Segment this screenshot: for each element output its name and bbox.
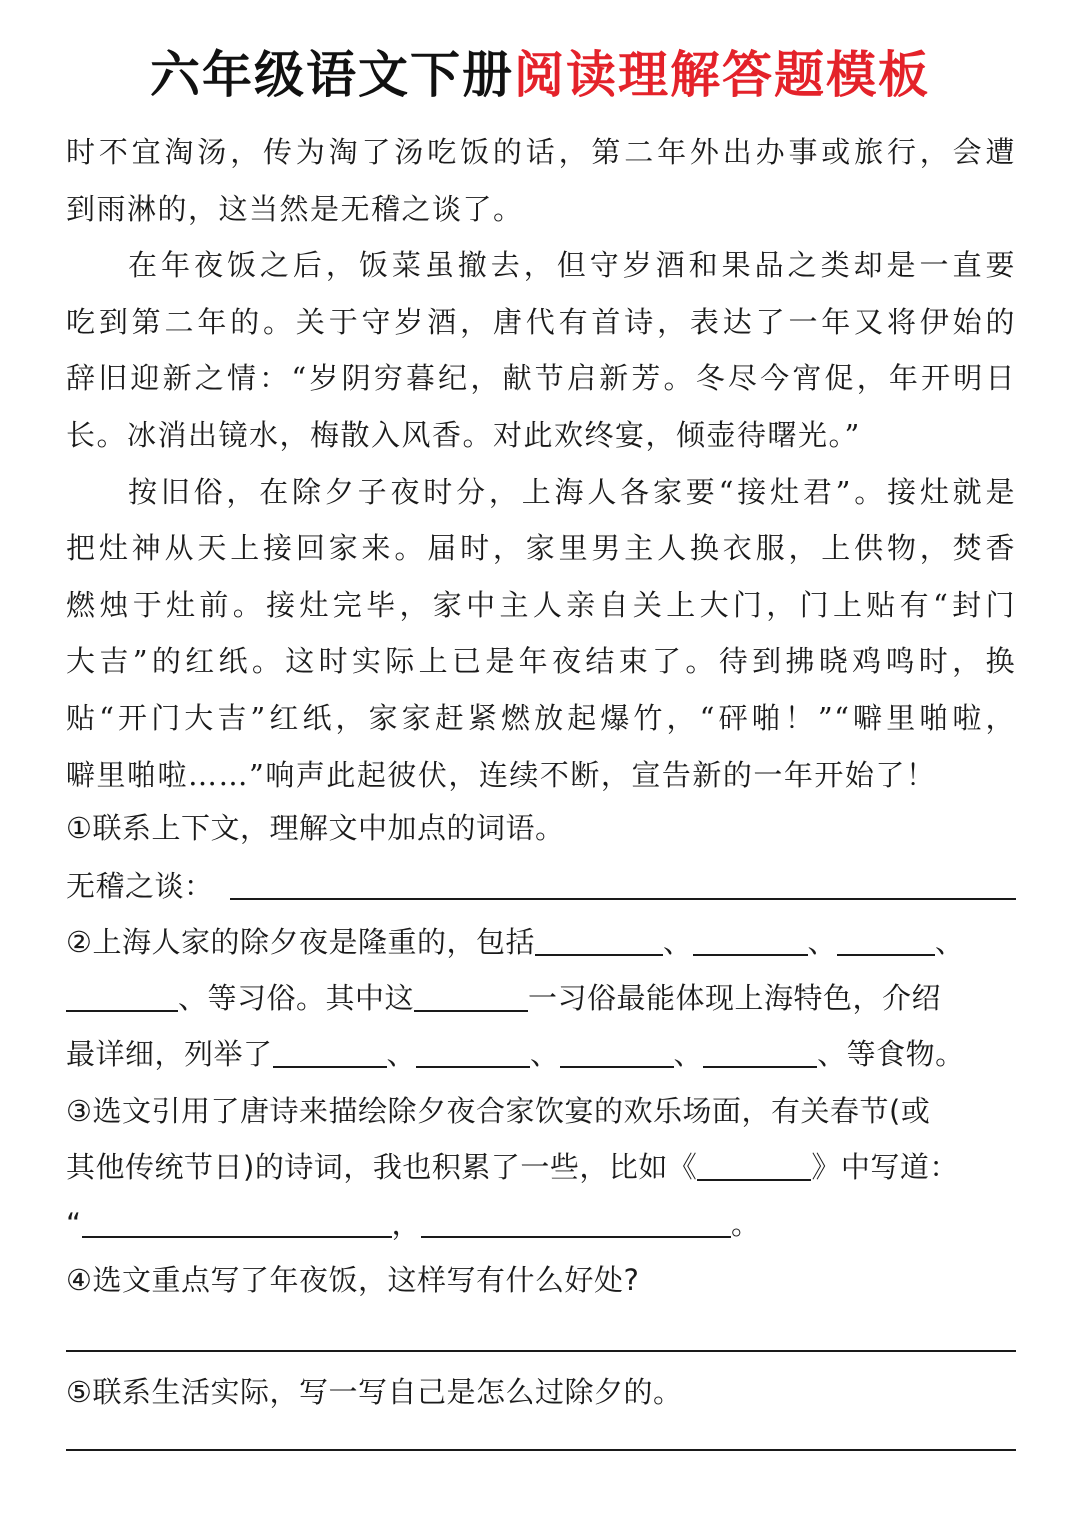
- question-3-blank-verse-2[interactable]: [421, 1204, 731, 1238]
- question-4-answer-line[interactable]: [66, 1350, 1016, 1352]
- question-3-text-c: 》中写道：: [811, 1150, 959, 1184]
- title-grade: 六年级语文下册: [150, 46, 514, 104]
- question-3-open-quote: “: [66, 1207, 82, 1241]
- passage-line: 燃烛于灶前。接灶完毕，家中主人亲自关上大门，门上贴有“封门: [66, 587, 1016, 622]
- question-2-text-a: ②上海人家的除夕夜是隆重的，包括: [66, 925, 535, 959]
- question-4: [66, 1252, 1016, 1308]
- question-2-blank-featured-custom[interactable]: [414, 978, 528, 1012]
- question-4-text: ④选文重点写了年夜饭，这样写有什么好处?: [66, 1263, 640, 1297]
- question-3-line-3: [66, 1196, 1016, 1252]
- question-5-text: ⑤联系生活实际，写一写自己是怎么过除夕的。: [66, 1375, 683, 1409]
- question-3-blank-poem-title[interactable]: [697, 1147, 811, 1181]
- passage-line: 在年夜饭之后，饭菜虽撤去，但守岁酒和果品之类却是一直要: [128, 248, 1016, 283]
- question-2-text-b: 、等习俗。其中这: [178, 981, 415, 1015]
- passage-line: 贴“开门大吉”红纸，家家赶紧燃放起爆竹，“砰啪！”“噼里啪啦，: [66, 700, 1016, 735]
- question-3-text-a: ③选文引用了唐诗来描绘除夕夜合家饮宴的欢乐场面，有关春节(或: [66, 1094, 931, 1128]
- passage-line: 把灶神从天上接回家来。届时，家里男主人换衣服，上供物，焚香: [66, 531, 1016, 566]
- question-2-separator: 、: [663, 925, 693, 959]
- question-2-blank-food-4[interactable]: [703, 1034, 817, 1068]
- question-2-separator: 、: [807, 925, 838, 959]
- question-1-term-label: 无稽之谈：: [66, 869, 214, 903]
- question-2-separator: 、: [935, 925, 965, 959]
- question-2-blank-food-1[interactable]: [273, 1034, 387, 1068]
- question-2-blank-custom-3[interactable]: [837, 922, 935, 956]
- page-title: [0, 42, 1080, 108]
- passage-line: 噼里啪啦……”响声此起彼伏，连续不断，宣告新的一年开始了！: [66, 757, 937, 792]
- question-2-separator: 、: [530, 1037, 560, 1071]
- passage-line: 吃到第二年的。关于守岁酒，唐代有首诗，表达了一年又将伊始的: [66, 304, 1016, 339]
- question-2-line-2: [66, 970, 1016, 1026]
- passage-line: 辞旧迎新之情：“岁阴穷暮纪，献节启新芳。冬尽今宵促，年开明日: [66, 361, 1016, 396]
- question-3-text-b: 其他传统节日)的诗词，我也积累了一些，比如《: [66, 1150, 698, 1184]
- question-1: [66, 800, 1016, 856]
- question-3-line-2: [66, 1139, 1016, 1195]
- question-3-line-1: [66, 1083, 1016, 1139]
- question-1-answer-blank[interactable]: [230, 898, 1016, 900]
- passage-line: 到雨淋的，这当然是无稽之谈了。: [66, 191, 524, 226]
- question-2-line-3: [66, 1026, 1016, 1082]
- question-2-text-c: 一习俗最能体现上海特色，介绍: [528, 981, 942, 1015]
- question-3-blank-verse-1[interactable]: [82, 1204, 392, 1238]
- question-2-separator: 、: [673, 1037, 704, 1071]
- question-2-blank-food-3[interactable]: [560, 1034, 674, 1068]
- question-2-blank-food-2[interactable]: [416, 1034, 530, 1068]
- question-2-separator: 、: [386, 1037, 417, 1071]
- question-1-answer-row: [66, 858, 1016, 914]
- reading-passage: [66, 124, 1016, 803]
- passage-line: 按旧俗，在除夕子夜时分，上海人各家要“接灶君”。接灶就是: [128, 474, 1016, 509]
- question-3-end: 。: [731, 1207, 761, 1241]
- question-2-text-d: 最详细，列举了: [66, 1037, 273, 1071]
- question-2-blank-custom-4[interactable]: [66, 978, 178, 1012]
- question-1-text: ①联系上下文，理解文中加点的词语。: [66, 811, 565, 845]
- title-topic: 阅读理解答题模板: [514, 46, 930, 104]
- question-5: [66, 1364, 1016, 1420]
- question-2-line-1: [66, 914, 1016, 970]
- question-2-text-e: 、等食物。: [817, 1037, 965, 1071]
- passage-line: 大吉”的红纸。这时实际上已是年夜结束了。待到拂晓鸡鸣时，换: [66, 644, 1016, 679]
- question-5-answer-line[interactable]: [66, 1449, 1016, 1451]
- passage-line: 长。冰消出镜水，梅散入风香。对此欢终宴，倾壶待曙光。”: [66, 417, 861, 452]
- question-2-blank-custom-1[interactable]: [535, 922, 663, 956]
- question-2-blank-custom-2[interactable]: [693, 922, 808, 956]
- question-3-comma: ，: [391, 1207, 422, 1241]
- passage-line: 时不宜淘汤，传为淘了汤吃饭的话，第二年外出办事或旅行，会遭: [66, 135, 1016, 169]
